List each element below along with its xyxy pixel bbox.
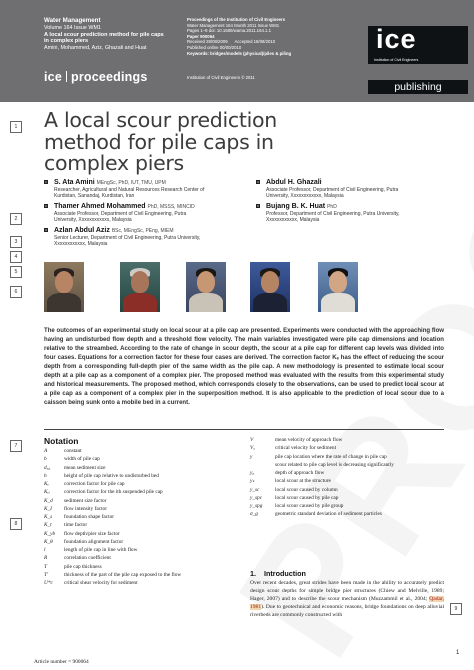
notation-symbol: y [250, 453, 253, 460]
author-name: Thamer Ahmed Mohammed [54, 202, 146, 210]
notation-row [44, 513, 249, 521]
notation-row [250, 494, 450, 502]
author-affiliation: Kurdistan, Sanandaj, Kurdistan, Iran [54, 193, 135, 200]
notation-definition: geometric standard deviation of sediment particles [275, 511, 382, 518]
notation-definition: correction factor for the ith suspended pile cap [64, 489, 163, 496]
author-affiliation: Researcher, Agricultural and Natural Resources Research Center of [54, 187, 205, 193]
author-name: Abdul H. Ghazali [266, 179, 322, 186]
notation-definition: local scour at the structure [275, 478, 331, 485]
line-marker: 2 [10, 213, 22, 225]
notation-symbol: d₅₀ [44, 464, 51, 471]
highlighted-reference[interactable]: 1981 [250, 603, 262, 610]
notation-definition: constant [64, 448, 82, 454]
notation-row [250, 477, 450, 485]
author-entry [44, 227, 234, 248]
author-name: S. Ata Amini [54, 179, 95, 186]
notation-symbol: Kₑ [44, 481, 49, 487]
author-number: 3 [45, 227, 47, 232]
intro-text: ). Due to geotechnical and economic reasons, bridge foundations on deep alluvial riverbeds are commonly constructed with [250, 603, 444, 618]
meta-line: Paper 900064 [187, 33, 215, 39]
notation-definition: correction factor for pile cap [64, 481, 125, 487]
author-affiliation: Associate Professor, Department of Civil Engineering, Putra [266, 187, 399, 193]
notation-definition: flow intensity factor [64, 505, 107, 512]
brand-divider [66, 71, 67, 82]
page-title [44, 110, 374, 175]
notation-row [44, 521, 249, 529]
notation-symbol: K_yb [44, 530, 56, 537]
author-number: 2 [45, 203, 47, 208]
notation-definition: foundation shape factor [64, 514, 115, 520]
ice-logo [368, 26, 468, 64]
publishing-logo: publishing [368, 80, 468, 94]
notation-symbol: K_t [44, 522, 52, 529]
header-paper-title-line-2: in complex piers [44, 38, 89, 45]
intro-text: Over recent decades, great strides have been made in the ability to accurately predict design scour depths for simple bridge pier structures (Chiew and Melville, 1989; Hager, 2007) and to describe the scour mechanism (Muzzammil et al., 2004; [250, 580, 444, 602]
notation-symbol: K_θ [44, 538, 53, 545]
meta-line: Published online 00/00/2010 [187, 44, 242, 50]
page-number: 1 [456, 650, 460, 656]
notation-symbol: h [44, 472, 47, 479]
author-number: 4 [257, 180, 259, 184]
author-photo [44, 262, 84, 312]
notation-definition: time factor [64, 522, 88, 529]
notation-symbol: R [44, 555, 48, 562]
notation-row [250, 469, 450, 477]
section-divider [44, 429, 444, 430]
author-affiliation: Associate Professor, Department of Civil Engineering, Putra [54, 210, 187, 217]
notation-definition: pile cap location where the rate of change in pile cap [275, 453, 387, 460]
meta-line: Received 28/08/2009 Accepted 18/08/2010 [187, 39, 276, 45]
abstract: The outcomes of an experimental study on local scour at a pile cap are presented. Experiments were conducted with the approaching flow having an undisturbed flow depth and a threshold flow velocity. The main variables investigated were pile cap dimensions and location relative to the streambed. According to the rate of change in scour depth, the scour at a pile cap for different cap levels was divided into four cases. Equations for a correction factor for these four cases are derived. The correction factor Kₑ has the effect of reducing the scour depth from a corresponding full-depth pier of the same width as the pile cap. A new methodology is presented to estimate local scour depth at a pile cap as a component of a complex pier. The proposed method was evaluated with the results from this experimental study and historical measurements. The proposed method, which corresponds closely to the observations, can be used to predict local scour at a pile cap as a component of a complex pier in the superposition method. It is also applicable to the prediction of local scour due to a caisson being sunk onto a mobile bed in a current. [44, 328, 444, 407]
author-name: Bujang B. K. Huat [266, 202, 326, 210]
notation-symbol: b [44, 456, 47, 463]
author-entry [44, 203, 234, 224]
notation-row [250, 486, 450, 494]
title-line: method for pile caps in [44, 129, 274, 154]
notation-row [44, 497, 249, 505]
header-paper-title-line-1: A local scour prediction method for pile caps [44, 31, 164, 38]
notation-symbol: σ_g [250, 511, 258, 518]
notation-row [44, 554, 249, 562]
notation-definition: depth of approach flow [275, 470, 325, 476]
notation-row [44, 488, 249, 496]
author-affiliation: Xxxxxxxxxxxx, Malaysia [266, 217, 320, 224]
meta-line: Proceedings of the Institution of Civil Engineers [187, 17, 286, 22]
author-affiliation: Professor, Department of Civil Engineering, Putra University, [266, 210, 400, 217]
notation-row [250, 510, 450, 518]
notation-row [250, 453, 450, 461]
author-entry [256, 179, 446, 200]
notation-definition: local scour caused by pile cap [275, 494, 339, 501]
author-degrees: PhD [327, 203, 337, 210]
notation-row [44, 455, 249, 463]
notation-row [250, 461, 450, 469]
notation-symbol: K_s [44, 514, 53, 520]
line-marker: 9 [450, 603, 462, 615]
title-line: A local scour prediction [44, 108, 277, 132]
notation-definition: mean sediment size [64, 464, 106, 471]
authors-right-column [256, 179, 446, 227]
header-authors: Amini, Mohammed, Aziz, Ghazali and Huat [44, 44, 147, 51]
notation-row [250, 444, 450, 452]
notation-row [44, 538, 249, 546]
author-entry [256, 203, 446, 224]
authors-left-column [44, 179, 234, 250]
brand-proceedings: proceedings [70, 70, 148, 84]
notation-definition: mean velocity of approach flow [275, 437, 343, 443]
article-number: Article number = 900064 [34, 659, 89, 665]
section-title: Introduction [264, 569, 306, 578]
notation-list-left [44, 447, 249, 587]
introduction-text [250, 580, 444, 620]
author-number: 5 [257, 203, 259, 208]
copyright: Institution of Civil Engineers © 2011 [187, 75, 255, 80]
author-entry [44, 179, 234, 200]
author-photo [250, 262, 290, 312]
notation-heading: Notation [44, 436, 79, 446]
line-marker: 4 [10, 251, 22, 263]
notation-symbol: y₀ [250, 470, 255, 476]
header-left [44, 17, 184, 52]
ice-logo-text: ice [376, 24, 417, 54]
author-degrees: MEngSc, PhD, IUT, TMU, UPM [96, 180, 166, 186]
notation-definition: correlation coefficient [64, 555, 111, 562]
author-photo [120, 262, 160, 312]
notation-definition: length of pile cap in line with flow [64, 547, 138, 553]
notation-symbol: l [44, 547, 46, 553]
meta-line: Keywords: bridges/models (physical)/piles & piling [187, 50, 292, 56]
journal-volume: Volume 164 Issue WM1 [44, 25, 101, 31]
line-marker: 8 [10, 518, 22, 530]
notation-definition: critical shear velocity for sediment [64, 580, 138, 586]
notation-symbol: y_spc [250, 494, 263, 501]
line-marker: 3 [10, 236, 22, 248]
brand-ice: ice [44, 70, 62, 84]
notation-symbol: U*c [44, 580, 53, 586]
notation-definition: local scour caused by pile group [275, 503, 344, 509]
notation-row [250, 436, 450, 444]
title-line: complex piers [44, 151, 184, 175]
notation-row [44, 579, 249, 587]
notation-definition: flow depth/pier size factor [64, 530, 120, 537]
notation-symbol: V [250, 437, 254, 443]
notation-row [44, 447, 249, 455]
notation-row [44, 505, 249, 513]
line-marker: 7 [10, 440, 22, 452]
author-number: 1 [45, 180, 47, 184]
ice-proceedings-brand [44, 70, 148, 84]
notation-definition: width of pile cap [64, 456, 100, 463]
notation-definition: foundation alignment factor [64, 538, 124, 545]
notation-row [44, 530, 249, 538]
meta-line: Water Management 164 Month 2011 Issue WM1 [187, 22, 280, 28]
ice-logo-subtitle: Institution of Civil Engineers [374, 58, 419, 62]
line-marker: 5 [10, 266, 22, 278]
notation-definition: critical velocity for sediment [275, 445, 337, 452]
notation-symbol: Kₑᵢ [44, 489, 50, 496]
author-affiliation: Senior Lecturer, Department of Civil Engineering, Putra University, [54, 234, 201, 241]
notation-symbol: K_I [44, 505, 52, 512]
introduction-heading [250, 569, 306, 578]
notation-definition: pile cap thickness [64, 563, 102, 570]
notation-symbol [250, 461, 275, 469]
author-affiliation: University, Xxxxxxxxxxxx, Malaysia [54, 217, 132, 224]
header-meta [187, 17, 347, 80]
notation-symbol: V꜀ [250, 445, 256, 452]
notation-definition: local scour caused by column [275, 486, 338, 493]
notation-row [44, 571, 249, 579]
notation-row [250, 502, 450, 510]
notation-symbol: y_sc [250, 486, 260, 493]
notation-row [44, 472, 249, 480]
author-photo [186, 262, 226, 312]
notation-list-right [250, 436, 450, 519]
notation-symbol: y_spg [250, 503, 263, 509]
section-number: 1. [250, 569, 256, 578]
author-photo [318, 262, 358, 312]
notation-symbol: A [44, 448, 48, 454]
notation-definition: sediment size factor [64, 497, 107, 504]
notation-symbol: T' [44, 571, 49, 578]
notation-row [44, 563, 249, 571]
journal-header [0, 0, 474, 102]
notation-symbol: yₛ [250, 478, 255, 485]
notation-symbol: T [44, 563, 47, 570]
author-affiliation: University, Xxxxxxxxxxxx, Malaysia [266, 193, 344, 200]
notation-definition: thickness of the part of the pile cap exposed to the flow [64, 571, 182, 578]
meta-line: Pages 1–8 doi: 10.1680/wama.2011.164.1.1 [187, 28, 272, 34]
notation-row [44, 546, 249, 554]
highlighted-reference[interactable]: Qadar, [429, 595, 444, 602]
author-name: Azlan Abdul Aziz [54, 226, 110, 234]
journal-name: Water Management [44, 17, 101, 24]
notation-row [44, 480, 249, 488]
notation-definition: height of pile cap relative to undisturbed bed [64, 472, 159, 479]
notation-row [44, 464, 249, 472]
author-degrees: BSc, MEngSc, PEng, MIEM [111, 227, 174, 234]
author-degrees: PhD, MSSS, MINCID [147, 203, 195, 210]
notation-symbol: K_d [44, 497, 53, 504]
notation-definition: scour related to pile cap level is decreasing significantly [275, 461, 394, 468]
author-affiliation: Xxxxxxxxxxxx, Malaysia [54, 241, 108, 248]
line-marker: 1 [10, 121, 22, 133]
line-marker: 6 [10, 286, 22, 298]
